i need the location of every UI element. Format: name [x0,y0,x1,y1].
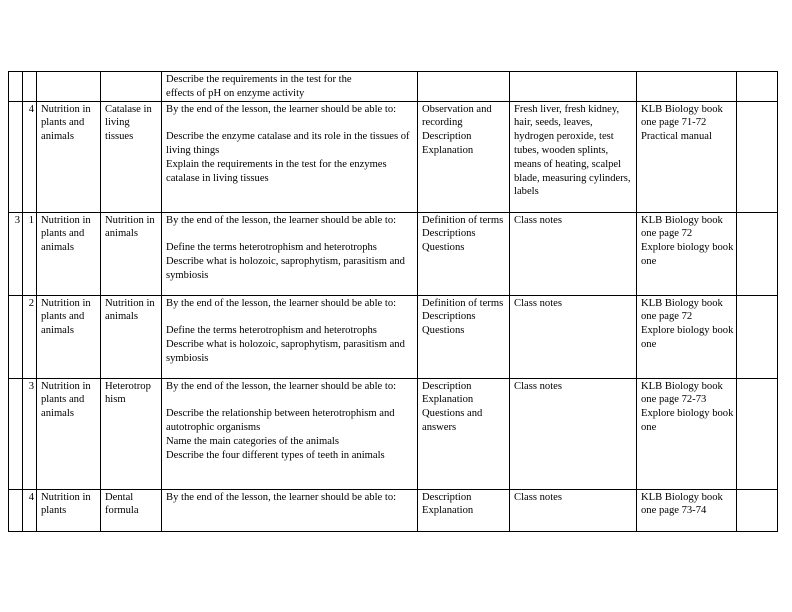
subtopic-cell [101,212,162,295]
activity-item: Description [422,491,472,503]
objectives-intro: By the end of the lesson, the learner should be able to: [166,491,397,503]
remarks-cell [737,212,778,295]
table-row [9,72,778,102]
table-row [9,489,778,531]
topic-cell [37,212,101,295]
references-cell [637,295,737,378]
topic-cell [37,489,101,531]
objective-item: Describe the four different types of teeth in animals [166,449,385,461]
objectives-intro: By the end of the lesson, the learner should be able to: [166,214,397,226]
lesson-cell [23,378,37,489]
activities-cell [418,72,510,102]
week-cell [9,72,23,102]
resource-item: Class notes [514,491,562,503]
scheme-of-work-table [8,71,778,532]
lesson-number: 2 [28,297,34,309]
objective-item: Describe what is holozoic, saprophytism, parasitism and symbiosis [166,255,405,281]
objectives-spacer [166,504,415,518]
table-row [9,212,778,295]
objective-item: Explain the requirements in the test for the enzymes catalase in living tissues [166,158,387,184]
remarks-cell [737,72,778,102]
topic-cell [37,295,101,378]
topic-text: Nutrition in plants and animals [41,380,91,420]
week-cell [9,212,23,295]
subtopic-text: Nutrition in animals [105,297,155,323]
resources-cell [510,101,637,212]
references-cell [637,489,737,531]
reference-item: KLB Biology book one page 73-74 [641,491,723,517]
subtopic-cell [101,101,162,212]
topic-text: Nutrition in plants [41,491,91,517]
activity-item: Definition of terms [422,214,504,226]
remarks-cell [737,295,778,378]
week-cell [9,101,23,212]
activity-item: Descriptions [422,228,476,240]
lesson-cell [23,72,37,102]
reference-item: KLB Biology book one page 72 [641,297,723,323]
resource-item: Class notes [514,214,562,226]
table-row [9,378,778,489]
reference-item: KLB Biology book one page 71-72 [641,103,723,129]
activity-item: Explanation [422,505,474,517]
subtopic-cell [101,72,162,102]
objectives-spacer [166,310,415,324]
activities-cell [418,101,510,212]
topic-cell [37,72,101,102]
resources-cell [510,489,637,531]
week-cell [9,295,23,378]
objective-item: Describe the requirements in the test for the [166,74,352,85]
lesson-cell [23,295,37,378]
subtopic-text: Heterotrop hism [105,380,151,406]
activity-item: Descriptions [422,311,476,323]
references-cell [637,101,737,212]
activities-cell [418,489,510,531]
topic-text: Nutrition in plants and animals [41,297,91,337]
activity-item: Description [422,131,472,143]
objective-item: Define the terms heterotrophism and heterotrophs [166,242,377,254]
reference-item: KLB Biology book one page 72-73 [641,380,723,406]
resources-cell [510,212,637,295]
objectives-cell [162,295,418,378]
subtopic-cell [101,295,162,378]
objectives-cell [162,212,418,295]
activity-item: Explanation [422,144,474,156]
resource-item: Class notes [514,380,562,392]
table-row [9,295,778,378]
lesson-cell [23,489,37,531]
references-cell [637,72,737,102]
resources-cell [510,295,637,378]
subtopic-text: Dental formula [105,491,139,517]
objectives-intro: By the end of the lesson, the learner should be able to: [166,297,397,309]
remarks-cell [737,101,778,212]
resource-item: Class notes [514,297,562,309]
resources-cell [510,378,637,489]
activity-item: Observation and recording [422,103,492,129]
week-number: 3 [14,214,20,226]
objectives-intro: By the end of the lesson, the learner should be able to: [166,380,397,392]
objective-item: Describe the enzyme catalase and its role in the tissues of living things [166,131,410,156]
objective-item: Describe the relationship between heterotrophism and autotrophic organisms [166,408,395,433]
objective-item: effects of pH on enzyme activity [166,87,305,99]
reference-item: Explore biology book one [641,242,734,267]
topic-cell [37,101,101,212]
remarks-cell [737,378,778,489]
remarks-cell [737,489,778,531]
objective-item: Describe what is holozoic, saprophytism, parasitism and symbiosis [166,338,405,364]
objectives-cell [162,378,418,489]
activity-item: Explanation [422,394,474,406]
objective-item: Name the main categories of the animals [166,435,339,447]
activities-cell [418,378,510,489]
table-row [9,101,778,212]
activity-item: Questions [422,325,465,337]
lesson-number: 3 [28,380,34,392]
objectives-spacer [166,116,415,130]
activities-cell [418,212,510,295]
lesson-cell [23,212,37,295]
objectives-spacer [166,227,415,241]
activity-item: Description [422,380,472,392]
subtopic-text: Nutrition in animals [105,214,155,240]
objectives-spacer [166,393,415,407]
week-cell [9,378,23,489]
activity-item: Questions [422,242,465,254]
objectives-cell [162,489,418,531]
reference-item: Practical manual [641,131,712,143]
topic-cell [37,378,101,489]
lesson-cell [23,101,37,212]
resources-cell [510,72,637,102]
lesson-number: 4 [28,103,34,115]
lesson-number: 1 [28,214,34,226]
subtopic-cell [101,378,162,489]
objectives-cell [162,101,418,212]
subtopic-cell [101,489,162,531]
objective-item: Define the terms heterotrophism and heterotrophs [166,325,377,337]
references-cell [637,212,737,295]
reference-item: Explore biology book one [641,325,734,350]
references-cell [637,378,737,489]
activity-item: Questions and answers [422,408,483,433]
objectives-intro: By the end of the lesson, the learner should be able to: [166,103,397,115]
topic-text: Nutrition in plants and animals [41,103,91,143]
week-cell [9,489,23,531]
objectives-cell [162,72,418,102]
reference-item: KLB Biology book one page 72 [641,214,723,240]
activity-item: Definition of terms [422,297,504,309]
resource-item: Fresh liver, fresh kidney, hair, seeds, leaves, hydrogen peroxide, test tubes, wooden splints, means of heating, scalpel blade, measuring cylinders, labels [514,103,631,198]
lesson-number: 4 [28,491,34,503]
activities-cell [418,295,510,378]
subtopic-text: Catalase in living tissues [105,103,152,143]
topic-text: Nutrition in plants and animals [41,214,91,254]
reference-item: Explore biology book one [641,408,734,433]
